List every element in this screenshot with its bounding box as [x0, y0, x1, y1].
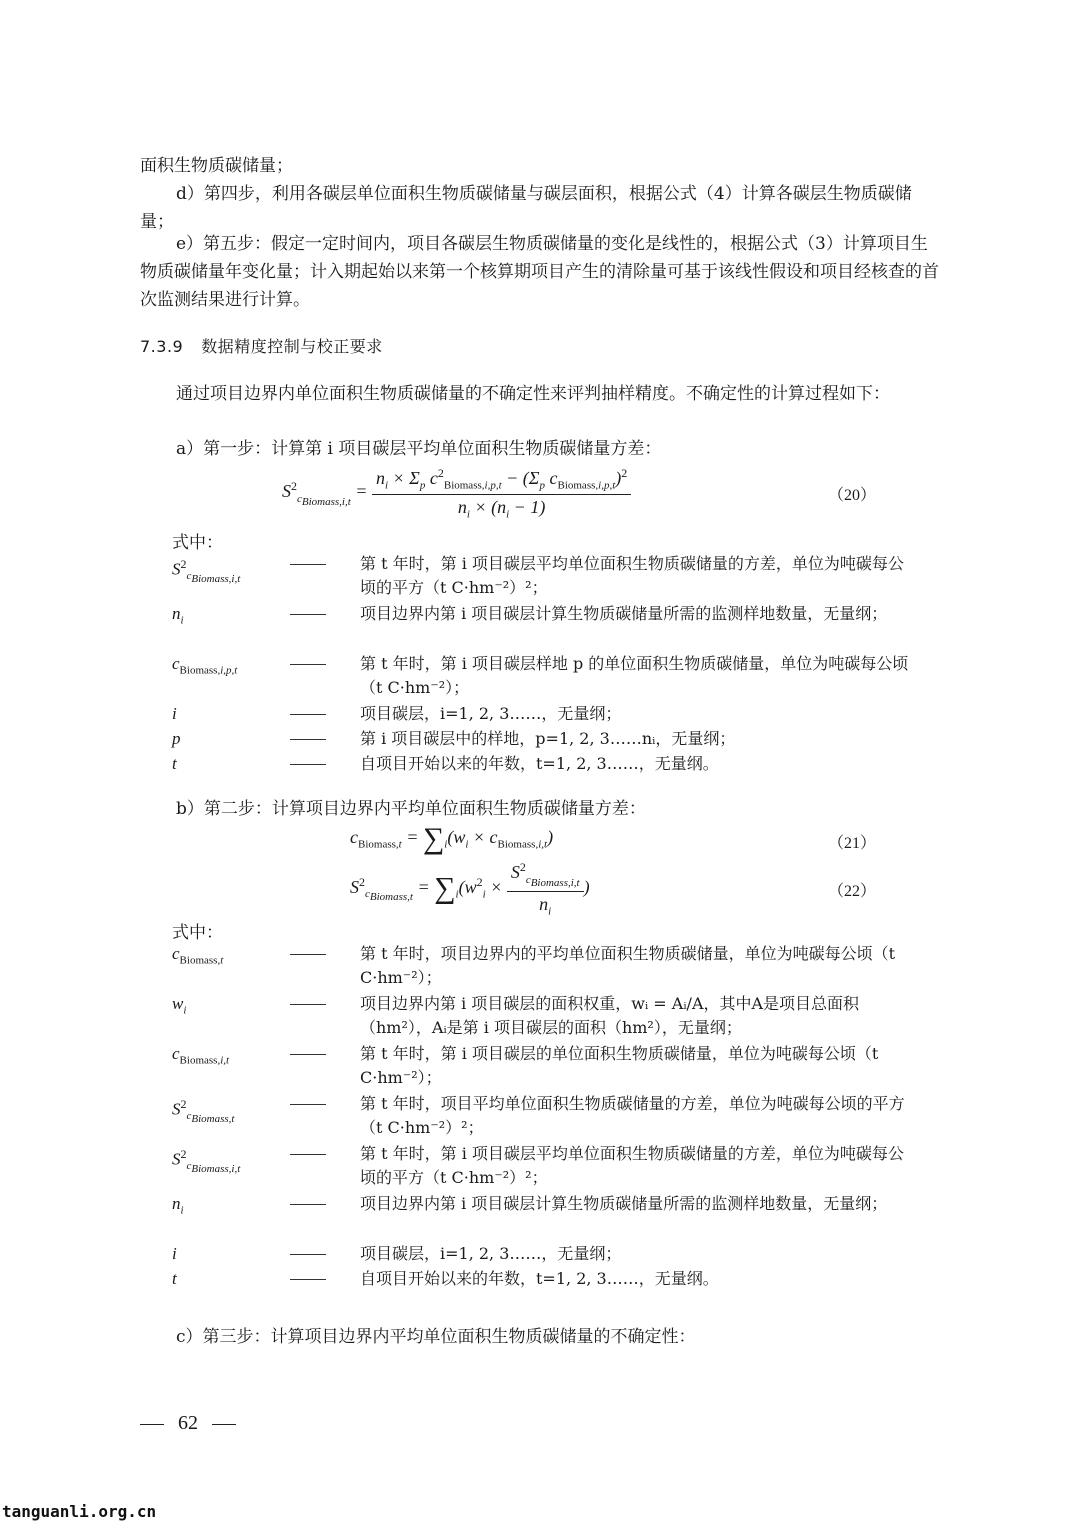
definition-text: 项目边界内第 i 项目碳层的面积权重，wᵢ = Aᵢ/A，其中A是项目总面积（hm²），Aᵢ是第 i 项目碳层的面积（hm²），无量纲；: [360, 994, 860, 1037]
symbol: t: [172, 754, 177, 773]
definition-text: 第 t 年时，第 i 项目碳层样地 p 的单位面积生物质碳储量，单位为吨碳每公顷（t C·hm⁻²）；: [360, 654, 909, 697]
page-number: [140, 1412, 250, 1435]
dash: [290, 652, 360, 702]
dash: [290, 1142, 360, 1192]
equation-20: $S^2_{c_{Biomass,i,t}}$ = $\frac{n_i \times \Sigma_p c^2_{Biomass,i,p,t} - (\Sigma_p c_{Biomass,i,p,t})^2}{n_i \times (n_i - 1)}$: [282, 466, 631, 520]
symbol: $S^2_{c_{Biomass,i,t}}$: [172, 1147, 241, 1176]
where-label-a: 式中：: [172, 533, 223, 553]
symbol: i: [172, 704, 177, 723]
definition-text: 自项目开始以来的年数，t=1, 2, 3……，无量纲。: [360, 1269, 719, 1288]
equation-number-22: （22）: [828, 883, 877, 900]
definition-row: [172, 602, 912, 652]
dash: [290, 992, 360, 1042]
dash: [290, 1192, 360, 1242]
definition-row: [172, 1092, 912, 1142]
definition-text: 第 t 年时，第 i 项目碳层平均单位面积生物质碳储量的方差，单位为吨碳每公顷的平方（t C·hm⁻²）²；: [360, 1144, 904, 1187]
section-heading: [140, 334, 383, 357]
definition-row: [172, 1192, 912, 1242]
definition-row: [172, 552, 912, 602]
dash: [290, 942, 360, 992]
symbol: $S^2_{c_{Biomass,t}}$: [172, 1097, 235, 1126]
paragraph-step-d: d）第四步，利用各碳层单位面积生物质碳储量与碳层面积，根据公式（4）计算各碳层生物质碳储量；: [140, 184, 912, 232]
definition-text: 项目边界内第 i 项目碳层计算生物质碳储量所需的监测样地数量，无量纲；: [360, 1194, 888, 1213]
dash-left: [140, 1424, 164, 1425]
equation-number-20: （20）: [828, 487, 877, 504]
definition-text: 项目边界内第 i 项目碳层计算生物质碳储量所需的监测样地数量，无量纲；: [360, 604, 888, 623]
symbol: t: [172, 1269, 177, 1288]
definition-row: [172, 942, 912, 992]
dash: [290, 602, 360, 652]
definition-text: 第 t 年时，项目平均单位面积生物质碳储量的方差，单位为吨碳每公顷的平方（t C·hm⁻²）²；: [360, 1094, 905, 1137]
equation-21: $c_{Biomass,t} = \sum_i(w_i \times c_{Biomass,i,t})$: [350, 822, 554, 855]
intro-paragraph: 通过项目边界内单位面积生物质碳储量的不确定性来评判抽样精度。不确定性的计算过程如下：: [176, 384, 890, 404]
step-c-label: c）第三步：计算项目边界内平均单位面积生物质碳储量的不确定性：: [176, 1327, 696, 1347]
definition-text: 第 t 年时，第 i 项目碳层的单位面积生物质碳储量，单位为吨碳每公顷（t C·hm⁻²）；: [360, 1044, 879, 1087]
definition-row: [172, 702, 912, 727]
symbol: $c_{Biomass,i,p,t}$: [172, 654, 238, 677]
step-a-label: a）第一步：计算第 i 项目碳层平均单位面积生物质碳储量方差：: [176, 439, 662, 459]
definition-row: [172, 992, 912, 1042]
dash: [290, 1242, 360, 1267]
equation-number-21: （21）: [828, 835, 877, 852]
definition-text: 项目碳层，i=1, 2, 3……，无量纲；: [360, 1244, 622, 1263]
definitions-a: [172, 552, 912, 777]
dash: [290, 727, 360, 752]
symbol: $n_i$: [172, 1194, 184, 1217]
symbol: $n_i$: [172, 604, 184, 627]
definition-text: 第 t 年时，项目边界内的平均单位面积生物质碳储量，单位为吨碳每公顷（t C·hm⁻²）；: [360, 944, 896, 987]
watermark: tanguanli.org.cn: [2, 1502, 157, 1521]
paragraph-continuation: 面积生物质碳储量；: [140, 156, 293, 176]
where-label-b: 式中：: [172, 923, 223, 943]
symbol: $w_i$: [172, 994, 187, 1017]
definition-row: [172, 1242, 912, 1267]
dash: [290, 552, 360, 602]
definition-text: 自项目开始以来的年数，t=1, 2, 3……，无量纲。: [360, 754, 719, 773]
definition-row: [172, 1267, 912, 1292]
definition-row: [172, 727, 912, 752]
section-number: 7.3.9: [140, 337, 184, 356]
definition-row: [172, 1042, 912, 1092]
symbol: p: [172, 729, 181, 748]
page-number-text: 62: [178, 1412, 198, 1434]
symbol: $c_{Biomass,i,t}$: [172, 1044, 230, 1067]
dash: [290, 1092, 360, 1142]
paragraph-step-e: e）第五步：假定一定时间内，项目各碳层生物质碳储量的变化是线性的，根据公式（3）计算项目生物质碳储量年变化量；计入期起始以来第一个核算期项目产生的清除量可基于该线性假设和项目经核查的首次监测结果进行计算。: [140, 234, 939, 310]
symbol: $c_{Biomass,t}$: [172, 944, 224, 967]
dash: [290, 702, 360, 727]
equation-22: $S^2_{c_{Biomass,t}} = \sum_i(w^2_i$ × $\frac{S^2_{c_{Biomass,i,t}}}{n_i}$ ): [350, 860, 590, 918]
definition-row: [172, 1142, 912, 1192]
dash: [290, 1267, 360, 1292]
symbol: i: [172, 1244, 177, 1263]
dash-right: [212, 1424, 236, 1425]
dash: [290, 1042, 360, 1092]
step-b-label: b）第二步：计算项目边界内平均单位面积生物质碳储量方差：: [176, 799, 646, 819]
definition-row: [172, 752, 912, 777]
symbol: $S^2_{c_{Biomass,i,t}}$: [172, 557, 241, 586]
definition-row: [172, 652, 912, 702]
definitions-b: [172, 942, 912, 1292]
definition-text: 第 i 项目碳层中的样地，p=1, 2, 3……nᵢ，无量纲；: [360, 729, 736, 748]
definition-text: 第 t 年时，第 i 项目碳层平均单位面积生物质碳储量的方差，单位为吨碳每公顷的平方（t C·hm⁻²）²；: [360, 554, 904, 597]
dash: [290, 752, 360, 777]
definition-text: 项目碳层，i=1, 2, 3……，无量纲；: [360, 704, 622, 723]
section-title: 数据精度控制与校正要求: [201, 337, 383, 356]
